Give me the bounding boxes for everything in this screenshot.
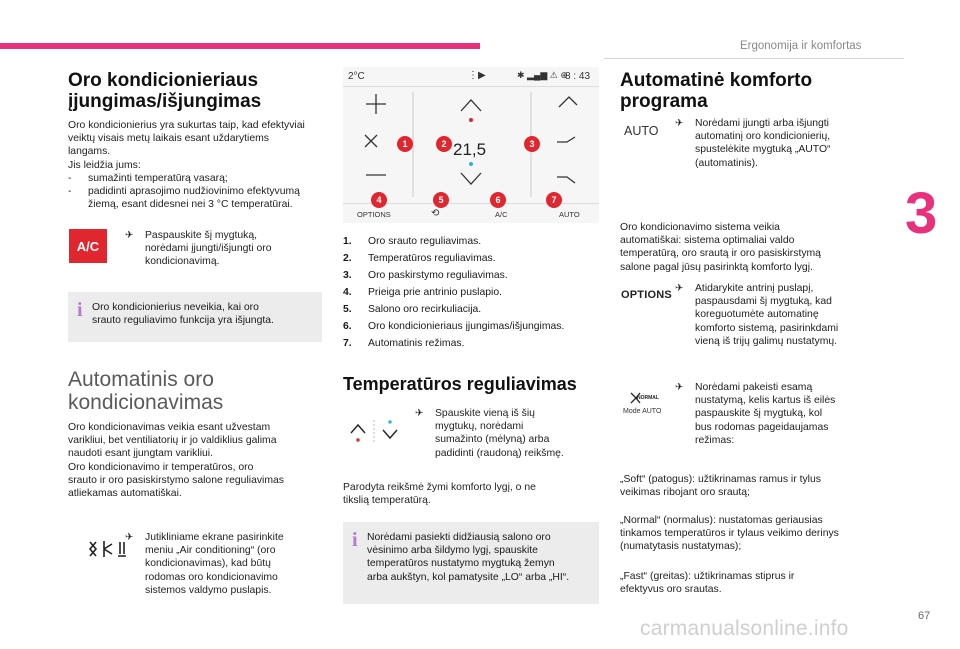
text-line: Oro kondicionierius yra sukurtas taip, kad efektyviai [68, 120, 305, 131]
text-line: Oro kondicionavimo ir temperatūros, oro [68, 461, 254, 473]
mode-icon-label: Mode AUTO [623, 408, 662, 415]
text-line: salone pagal jūsų pasirinktą komforto lygį. [620, 261, 813, 273]
title-line: Oro kondicionieriaus [68, 70, 259, 91]
text-line: sumažinto (mėlyną) arba [435, 434, 550, 446]
watermark: carmanualsonline.info [640, 617, 849, 640]
text-line: automatinį oro kondicionierių, [695, 131, 831, 143]
callout-5: 5 [433, 192, 449, 208]
callout-2: 2 [436, 136, 452, 152]
text-line: paspausdami šį mygtuką, kad [695, 296, 832, 308]
intro-text [68, 119, 330, 211]
status-icons: ✱ ▂▄▆ ⚠ ⊕ [517, 70, 568, 80]
text-line: arba aukštyn, kol pamatysite „LO“ arba „HI“. [367, 571, 570, 583]
chapter-number: 3 [905, 181, 938, 246]
options-icon-label: OPTIONS [621, 289, 672, 301]
legend-item: 5. Salono oro recirkuliacija. [343, 304, 482, 315]
auto-button[interactable]: AUTO [559, 210, 580, 219]
ac-bullet [125, 229, 330, 269]
text-line: Jis leidžia jums: [68, 159, 141, 171]
ac-button[interactable]: A/C [495, 210, 508, 219]
callout-legend [343, 236, 605, 350]
text-line: Jutikliniame ekrane pasirinkite [145, 532, 284, 543]
text-line: (numatytasis nustatymas); [620, 541, 742, 553]
header-rule [604, 58, 904, 59]
system-text [620, 221, 882, 274]
title-line: Automatinė komforto [620, 70, 813, 91]
text-line: sistemos valdymo puslapis. [145, 584, 272, 596]
screen-status-bar [343, 67, 599, 87]
text-line: vieną iš trijų galimų nustatymų. [695, 335, 838, 347]
text-line: vėsinimo arba šildymo lygį, spauskite [367, 545, 538, 557]
text-line: Paspauskite šį mygtuką, [145, 230, 258, 241]
callout-1: 1 [397, 136, 413, 152]
text-line: Oro kondicionavimas veikia esant užvestam [68, 422, 271, 433]
bullet-icon: ✈ [415, 408, 424, 419]
callout-7: 7 [546, 192, 562, 208]
mode-bullet [675, 381, 880, 447]
text-line: atliekamas automatiškai. [68, 488, 182, 500]
title-line: įjungimas/išjungimas [68, 91, 262, 112]
text-line: kondicionavimą. [145, 256, 220, 268]
text-line: srauto ir oro pasiskirstymo salone reguliavimas [68, 474, 284, 486]
callout-4: 4 [371, 192, 387, 208]
text-line: spustelėkite mygtuką „AUTO“ [695, 144, 831, 156]
bullet-icon: ✈ [675, 382, 684, 393]
text-line: Oro kondicionierius neveikia, kai oro [92, 302, 259, 313]
info-icon: i [77, 299, 83, 321]
text-line: meniu „Air conditioning“ (oro [145, 545, 276, 557]
temp-title: Temperatūros reguliavimas [343, 374, 577, 394]
mode-badge: NORMAL [637, 395, 659, 401]
text-line: temperatūros nustatymo mygtuką žemyn [367, 558, 555, 570]
text-line: Norėdami įjungti arba išjungti [695, 118, 829, 129]
fast-text [620, 570, 882, 596]
text-line: (automatinis). [695, 157, 758, 169]
temp-text [343, 481, 605, 507]
text-line: bus rodomas pageidaujamas [695, 421, 829, 433]
clock: 8 : 43 [565, 71, 591, 82]
dash-text: žiemą, esant didesnei nei 3 °C temperatūrai. [88, 199, 293, 211]
text-line: „Normal“ (normalus): nustatomas geriausias [620, 515, 823, 526]
text-line: veiktų visais metų laikais esant uždarytiems [68, 133, 269, 145]
legend-item: 6. Oro kondicionieriaus įjungimas/išjungimas. [343, 321, 565, 332]
section-subtitle [68, 368, 223, 414]
text-line: norėdami įjungti/išjungti oro [145, 243, 272, 255]
text-line: koreguotumėte automatinę [695, 309, 819, 321]
text-line: „Fast“ (greitas): užtikrinamas stiprus ir [620, 571, 795, 582]
legend-item: 7. Automatinis režimas. [343, 338, 465, 349]
temp-down-icon [461, 173, 481, 184]
text-line: Parodyta reikšmė žymi komforto lygį, o ne [343, 482, 536, 493]
auto-text [68, 421, 330, 500]
text-line: komforto sistemą, pasirinkdami [695, 322, 839, 334]
bullet-icon: ✈ [675, 283, 684, 294]
text-line: nustatymą, kelis kartus iš eilės [695, 395, 836, 407]
title-line: programa [620, 91, 708, 112]
outside-temp: 2°C [348, 71, 365, 82]
accent-bar [0, 43, 480, 49]
section-title [620, 70, 812, 112]
text-line: „Soft“ (patogus): užtikrinamas ramus ir tylus [620, 474, 821, 485]
recirculation-icon[interactable]: ⟲ [431, 208, 440, 219]
section-title [68, 70, 261, 112]
text-line: režimas: [695, 434, 735, 446]
options-bullet [675, 282, 880, 348]
ac-button-icon: A/C [69, 229, 107, 263]
text-line: langams. [68, 146, 111, 158]
dist-low-icon [557, 177, 575, 183]
temp-up-icon [461, 100, 481, 111]
soft-text [620, 473, 882, 499]
legend-item: 1. Oro srauto reguliavimas. [343, 236, 482, 247]
text-line: Atidarykite antrinį puslapį, [695, 283, 814, 294]
text-line: veikimas ribojant oro srautą; [620, 487, 750, 499]
touch-bullet [125, 531, 335, 597]
legend-item: 4. Prieiga prie antrinio puslapio. [343, 287, 503, 298]
text-line: efektyvus oro srautas. [620, 584, 722, 596]
text-line: kondicionavimas), kad būtų [145, 558, 271, 570]
text-line: rodomas oro kondicionavimo [145, 571, 278, 583]
title-line: kondicionavimas [68, 391, 224, 414]
text-line: varikliui, bet ventiliatorių ir jo valdiklius galima [68, 435, 277, 447]
page-number: 67 [918, 610, 931, 622]
info-note [68, 292, 322, 342]
legend-item: 2. Temperatūros reguliavimas. [343, 253, 496, 264]
dist-top-icon [559, 97, 577, 107]
dist-mid-icon [557, 137, 575, 142]
dash-item: - sumažinti temperatūrą vasarą; [68, 172, 228, 184]
fan-icon [365, 135, 377, 147]
legend-item: 3. Oro paskirstymo reguliavimas. [343, 270, 508, 281]
text-line: Oro kondicionavimo sistema veikia [620, 222, 780, 233]
info-icon: i [352, 529, 358, 551]
info-note [343, 522, 599, 604]
set-temperature: 21,5 [453, 140, 487, 159]
text-line: Spauskite vieną iš šių [435, 408, 535, 419]
title-line: Automatinis oro [68, 368, 214, 391]
bullet-icon: ✈ [125, 532, 134, 543]
bullet-icon: ✈ [125, 230, 134, 241]
text-line: Norėdami pasiekti didžiausią salono oro [367, 532, 551, 543]
bullet-icon: ✈ [675, 118, 684, 129]
auto-icon-label: AUTO [624, 124, 659, 138]
text-line: automatiškai: sistema optimaliai valdo [620, 235, 795, 247]
text-line: Norėdami pakeisti esamą [695, 382, 813, 393]
text-line: paspauskite šį mygtuką, kol [695, 408, 823, 420]
auto-bullet [675, 117, 875, 170]
text-line: srauto reguliavimo funkcija yra išjungta. [92, 315, 274, 327]
text-line: tinkamos temperatūros ir tylaus veikimo derinys [620, 528, 839, 540]
dash-item: - padidinti aprasojimo nudžiovinimo efektyvumą žiemą, esant didesnei nei 3 °C temperatūrai. [68, 186, 300, 211]
text-line: tikslią temperatūrą. [343, 495, 431, 507]
options-button[interactable]: OPTIONS [357, 210, 391, 219]
plus-icon [366, 94, 386, 114]
text-line: naudoti esant įjungtam varikliui. [68, 448, 213, 460]
callout-3: 3 [524, 136, 540, 152]
section-header: Ergonomija ir komfortas [740, 40, 862, 52]
temp-buttons-icon [345, 416, 403, 446]
text-line: mygtukų, norėdami [435, 421, 524, 433]
callout-6: 6 [490, 192, 506, 208]
menu-dots-icon: ⋮▶ [468, 70, 486, 81]
temp-bullet [415, 407, 605, 460]
text-line: padidinti (raudoną) reikšmę. [435, 447, 564, 459]
normal-text [620, 514, 882, 554]
dash-text: sumažinti temperatūrą vasarą; [88, 172, 228, 184]
text-line: temperatūrą, oro srautą ir oro pasiskirstymą [620, 248, 821, 260]
dash-text: padidinti aprasojimo nudžiovinimo efektyvumą [88, 186, 300, 198]
